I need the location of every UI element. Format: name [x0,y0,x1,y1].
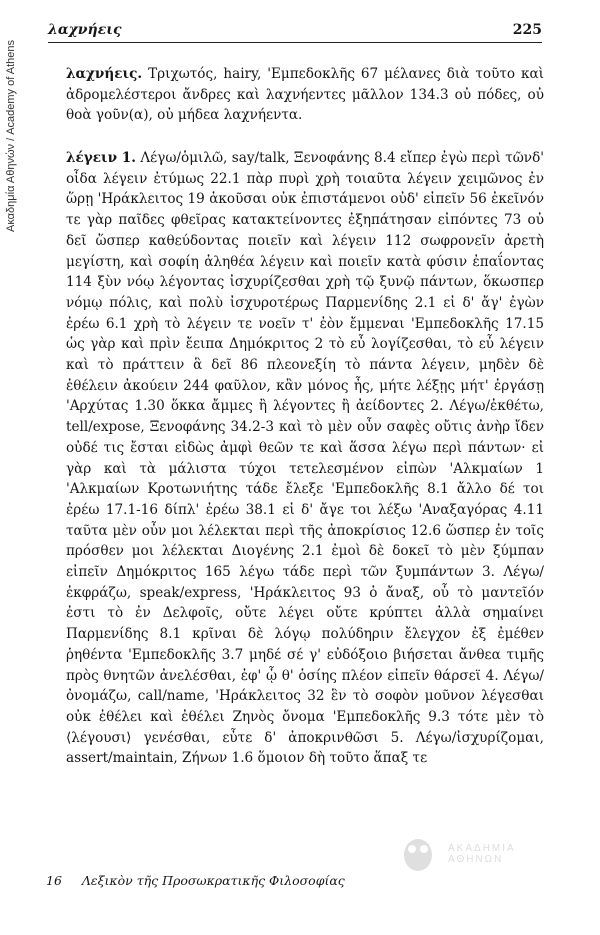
entry-body: Λέγω/ὁμιλῶ, say/talk, Ξενοφάνης 8.4 εἴπερ ἐγὼ περὶ τῶνδ' οἶδα λέγειν ἐτύμως 22.1 πὰρ πυρὶ χρὴ τοιαῦτα λέγειν χειμῶνος ἐν ὥρῃ 'Ηράκλειτος 19 ἀκοῦσαι οὐκ ἐπιστάμενοι οὐδ' εἰπεῖν 56 ἐκεῖνόν τε γὰρ παῖδες φθεῖρας κατακτείνοντες ἐξηπάτησαν εἰπόντες 73 οὐ δεῖ ὥσπερ καθεύδοντας ποιεῖν καὶ λέγειν 112 σωφρονεῖν ἀρετὴ μεγίστη, καὶ σοφίη ἀληθέα λέγειν καὶ ποιεῖν κατὰ φύσιν ἐπαΐοντας 114 ξὺν νόῳ λέγοντας ἰσχυρίζεσθαι χρὴ τῷ ξυνῷ πάντων, ὅκωσπερ νόμῳ πόλις, καὶ πολὺ ἰσχυροτέρως Παρμενίδης 2.1 εἰ δ' ἄγ' ἐγὼν ἐρέω 6.1 χρὴ τὸ λέγειν τε νοεῖν τ' ἐὸν ἔμμεναι 'Εμπεδοκλῆς 17.15 ὡς γὰρ καὶ πρὶν ἔειπα Δημόκριτος 2 τὸ εὖ λογίζεσθαι, τὸ εὖ λέγειν καὶ τὸ πράττειν ἃ δεῖ 86 πλεονεξίη τὸ πάντα λέγειν, μηδὲν δὲ ἐθέλειν ἀκούειν 244 φαῦλον, κἂν μόνος ἦς, μήτε λέξῃς μήτ' ἐργάσῃ 'Αρχύτας 1.30 ὅκκα ἄμμες ἢ λέγοντες ἢ ἀείδοντες 2. Λέγω/ἐκθέτω, tell/expose, Ξενοφάνης 34.2-3 καὶ τὸ μὲν οὖν σαφὲς οὔτις ἀνὴρ ἴδεν οὐδέ τις ἔσται εἰδὼς ἀμφὶ θεῶν τε καὶ ἅσσα λέγω περὶ πάντων· εἰ γὰρ καὶ τὰ μάλιστα τύχοι τετελεσμένον εἰπὼν 'Αλκμαίων 1 'Αλκμαίων Κροτωνιήτης τάδε ἔλεξε 'Εμπεδοκλῆς 8.1 ἄλλο δέ τοι ἐρέω 17.1-16 δίπλ' ἐρέω 38.1 εἰ δ' ἄγε τοι λέξω 'Αναξαγόρας 4.11 ταῦτα μὲν οὖν μοι λέλεκται περὶ τῆς ἀποκρίσιος 12.6 ὥσπερ ἐν τοῖς πρόσθεν μοι λέλεκται Διογένης 2.1 ἐμοὶ δὲ δοκεῖ τὸ μὲν ξύμπαν εἰπεῖν Δημόκριτος 165 λέγω τάδε περὶ τῶν ξυμπάντων 3. Λέγω/ἐκφράζω, speak/express, 'Ηράκλειτος 93 ὁ ἄναξ, οὗ τὸ μαντεῖόν ἐστι τὸ ἐν Δελφοῖς, οὔτε λέγει οὔτε κρύπτει ἀλλὰ σημαίνει Παρμενίδης 8.1 κρῖναι δὲ λόγῳ πολύδηριν ἔλεγχον ἐξ ἐμέθεν ῥηθέντα 'Εμπεδοκλῆς 3.7 μηδέ σέ γ' εὐδόξοιο βιήσεται ἄνθεα τιμῆς πρὸς θνητῶν ἀνελέσθαι, ἐφ' ᾧ θ' ὁσίης πλέον εἰπεῖν θάρσεϊ 4. Λέγω/ὀνομάζω, call/name, 'Ηράκλειτος 32 ἓν τὸ σοφὸν μοῦνον λέγεσθαι οὐκ ἐθέλει καὶ ἐθέλει Ζηνὸς ὄνομα 'Εμπεδοκλῆς 9.3 τότε μὲν τὸ ⟨λέγουσι⟩ γενέσθαι, εὖτε δ' ἀποκρινθῶσι 5. Λέγω/ἰσχυρίζομαι, assert/maintain, Ζήνων 1.6 ὅμοιον δὴ τοῦτο ἅπαξ τε [66,150,544,767]
entry-lemma: λέγειν 1. [66,150,136,166]
entry-lemma: λαχνήεις. [66,66,143,82]
watermark-text: ΑΚΑΔΗΜΙΑ ΑΘΗΝΩΝ [448,843,516,865]
dictionary-entry [66,148,544,769]
header-rule [48,42,542,43]
running-head-word: λαχνήεις [48,22,122,38]
entry-body: Τριχωτός, hairy, 'Εμπεδοκλῆς 67 μέλανες διὰ τοῦτο καὶ ἀδρομελέστεροι ἄνδρες καὶ λαχνήεντες μᾶλλον 134.3 οὐ πόδες, οὐ θοὰ γοῦν(α), οὐ μήδεα λαχνήεντα. [66,66,545,124]
academy-credit-text: Ακαδημία Αθηνών / Academy of Athens [5,40,17,233]
page-number: 225 [512,22,542,38]
dictionary-entry [66,64,544,126]
owl-watermark-icon [388,833,448,873]
academy-watermark [388,833,548,873]
academy-credit-strip [2,40,24,300]
footer-title: Λεξικὸν τῆς Προσωκρατικῆς Φιλοσοφίας [81,873,345,888]
footer-folio: 16 [46,873,62,888]
running-head [48,22,542,42]
page-footer [46,873,526,893]
